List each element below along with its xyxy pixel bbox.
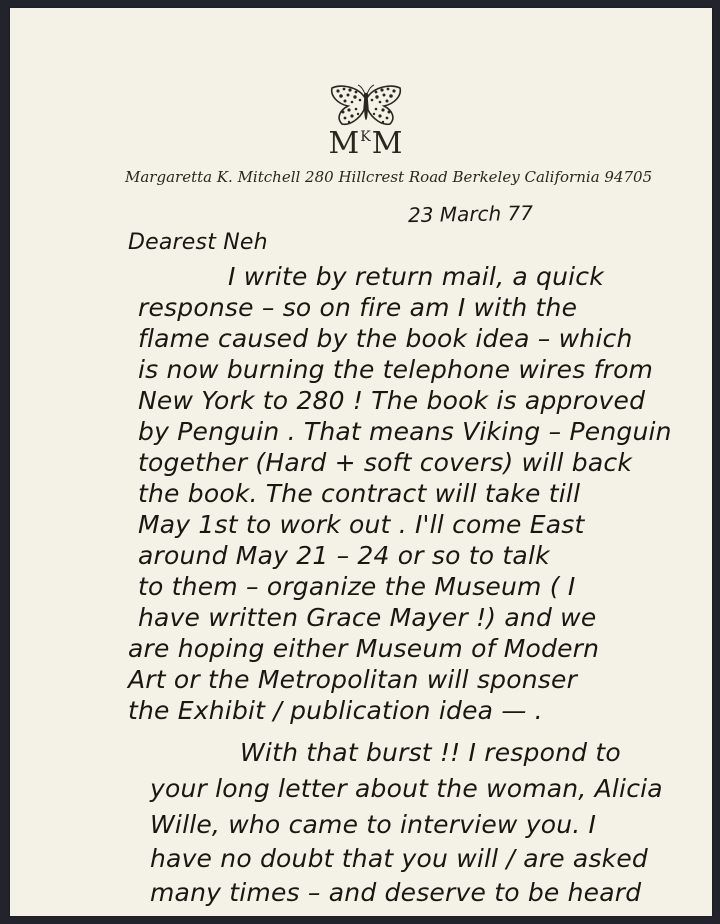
handwritten-line: May 1st to work out . I'll come East [138, 510, 585, 539]
handwritten-line: the Exhibit / publication idea — . [128, 696, 543, 725]
handwritten-line: With that burst !! I respond to [240, 738, 621, 767]
handwritten-line: I write by return mail, a quick [228, 262, 604, 291]
handwritten-line: Wille, who came to interview you. I [150, 810, 597, 839]
salutation: Dearest Neh [128, 230, 268, 255]
handwritten-line: to them – organize the Museum ( I [138, 572, 576, 601]
butterfly-icon [328, 84, 404, 128]
monogram-last: M [371, 126, 404, 161]
handwritten-line: many times – and deserve to be heard [150, 878, 642, 907]
letter-page [10, 8, 712, 916]
handwritten-line: have written Grace Mayer !) and we [138, 603, 597, 632]
handwritten-line: the book. The contract will take till [138, 479, 581, 508]
handwritten-line: by Penguin . That means Viking – Penguin [138, 417, 672, 446]
handwritten-line: are hoping either Museum of Modern [128, 634, 600, 663]
handwritten-line: flame caused by the book idea – which [138, 324, 633, 353]
handwritten-line: have no doubt that you will / are asked [150, 844, 648, 873]
handwritten-line: together (Hard + soft covers) will back [138, 448, 632, 477]
letter-date: 23 March 77 [407, 200, 534, 228]
letterhead-address: Margaretta K. Mitchell 280 Hillcrest Road Berkeley California 94705 [125, 168, 653, 186]
handwritten-line: Art or the Metropolitan will sponser [128, 665, 578, 694]
handwritten-line: response – so on fire am I with the [138, 293, 578, 322]
handwritten-line: is now burning the telephone wires from [138, 355, 654, 384]
letterhead [10, 8, 712, 208]
handwritten-line: around May 21 – 24 or so to talk [138, 541, 550, 570]
handwritten-line: New York to 280 ! The book is approved [138, 386, 646, 415]
monogram-superscript: K [360, 129, 372, 145]
handwritten-line: your long letter about the woman, Alicia [150, 774, 663, 803]
monogram-first: M [328, 126, 361, 161]
monogram [328, 126, 404, 161]
